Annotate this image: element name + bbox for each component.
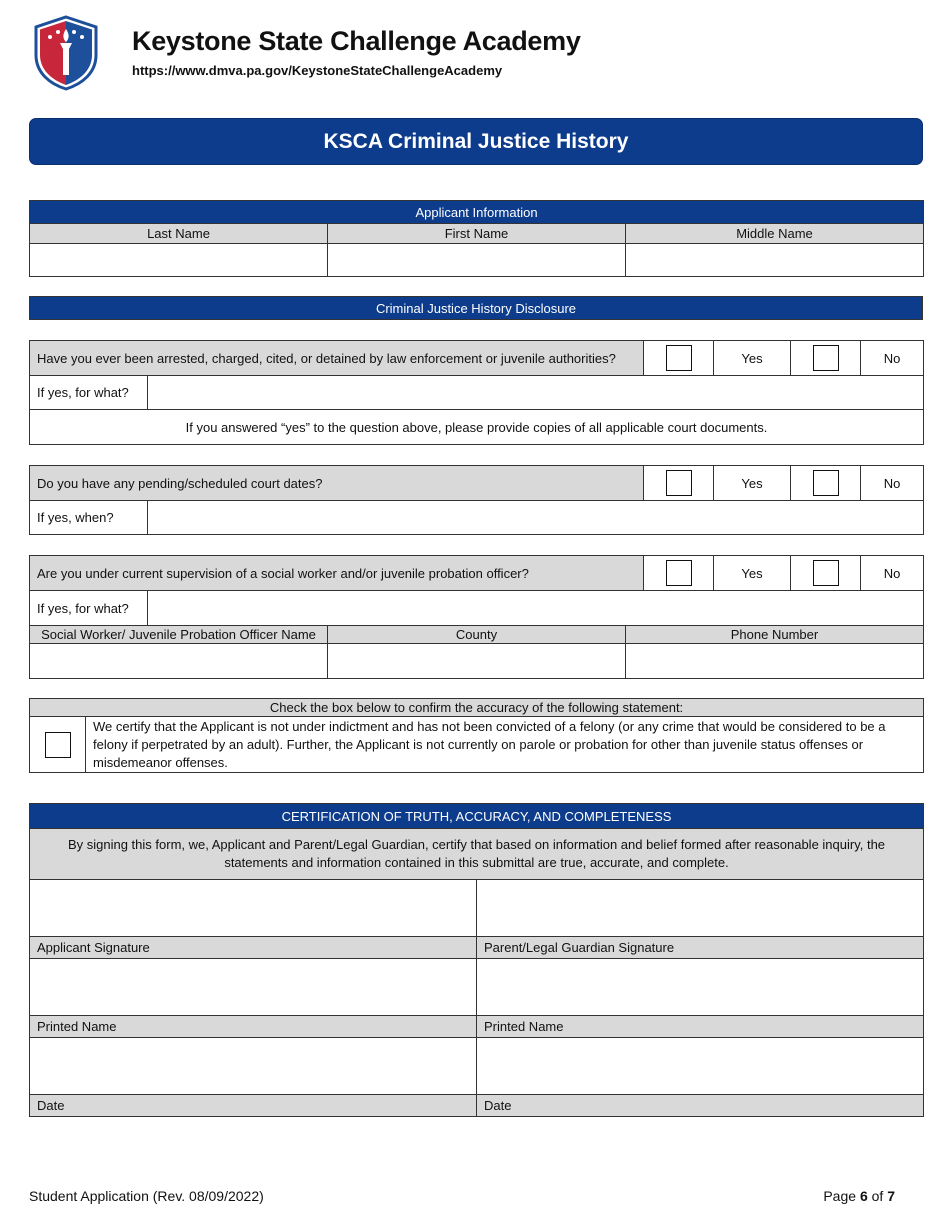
organization-name: Keystone State Challenge Academy: [132, 26, 581, 56]
guardian-date-label: Date: [477, 1095, 924, 1117]
shield-torch-logo-icon: [32, 15, 100, 91]
middle-name-field[interactable]: [626, 244, 924, 277]
question-3-followup-field[interactable]: [148, 591, 924, 626]
question-2-table: [29, 465, 924, 535]
page-number: [800, 1188, 895, 1204]
officer-name-field[interactable]: [30, 644, 328, 679]
checkbox-icon: [813, 560, 839, 586]
question-1-yes-checkbox[interactable]: [644, 341, 714, 376]
checkbox-icon: [666, 470, 692, 496]
question-3-no-checkbox[interactable]: [791, 556, 861, 591]
applicant-date-field[interactable]: [30, 1038, 477, 1095]
applicant-information-heading: Applicant Information: [30, 201, 924, 224]
checkbox-icon: [45, 732, 71, 758]
page-current: 6: [859, 1188, 868, 1204]
applicant-signature-field[interactable]: [30, 880, 477, 937]
question-2-followup-field[interactable]: [148, 501, 924, 535]
confirmation-table: [29, 698, 924, 773]
disclosure-heading-table: [29, 296, 923, 320]
confirmation-heading: Check the box below to confirm the accuracy of the following statement:: [30, 699, 924, 717]
guardian-printed-name-label: Printed Name: [477, 1016, 924, 1038]
phone-number-field[interactable]: [626, 644, 924, 679]
officer-name-label: Social Worker/ Juvenile Probation Officer Name: [30, 626, 328, 644]
confirmation-statement: We certify that the Applicant is not under indictment and has not been convicted of a felony (or any crime that would be considered to be a felony if perpetrated by an adult). Further, the Applicant is not currently on parole or probation for other than juvenile status offenses or misdemeanor offenses.: [86, 717, 924, 773]
first-name-label: First Name: [328, 224, 626, 244]
guardian-signature-field[interactable]: [477, 880, 924, 937]
organization-url[interactable]: https://www.dmva.pa.gov/KeystoneStateChallengeAcademy: [132, 63, 503, 78]
question-3-yes-checkbox[interactable]: [644, 556, 714, 591]
question-3-table: [29, 555, 924, 679]
confirmation-checkbox[interactable]: [30, 717, 86, 773]
question-2-followup-label: If yes, when?: [30, 501, 148, 535]
question-2-no-label: No: [861, 466, 924, 501]
question-1-no-checkbox[interactable]: [791, 341, 861, 376]
checkbox-icon: [813, 345, 839, 371]
question-3-no-label: No: [861, 556, 924, 591]
guardian-date-field[interactable]: [477, 1038, 924, 1095]
question-1-no-label: No: [861, 341, 924, 376]
county-label: County: [328, 626, 626, 644]
question-2-no-checkbox[interactable]: [791, 466, 861, 501]
guardian-printed-name-field[interactable]: [477, 959, 924, 1016]
page-prefix: Page: [823, 1188, 857, 1204]
checkbox-icon: [813, 470, 839, 496]
question-1-note: If you answered “yes” to the question above, please provide copies of all applicable court documents.: [30, 410, 924, 445]
checkbox-icon: [666, 560, 692, 586]
page-of: of: [871, 1188, 884, 1204]
page-total: 7: [887, 1188, 895, 1204]
question-1-followup-field[interactable]: [148, 376, 924, 410]
first-name-field[interactable]: [328, 244, 626, 277]
question-3-text: Are you under current supervision of a social worker and/or juvenile probation officer?: [30, 556, 644, 591]
certification-table: [29, 803, 924, 1117]
certification-text: By signing this form, we, Applicant and Parent/Legal Guardian, certify that based on information and belief formed after reasonable inquiry, the statements and information contained in this submittal are true, accurate, and complete.: [30, 829, 924, 880]
question-2-yes-checkbox[interactable]: [644, 466, 714, 501]
question-2-yes-label: Yes: [714, 466, 791, 501]
applicant-printed-name-label: Printed Name: [30, 1016, 477, 1038]
question-1-yes-label: Yes: [714, 341, 791, 376]
question-2-text: Do you have any pending/scheduled court dates?: [30, 466, 644, 501]
applicant-signature-label: Applicant Signature: [30, 937, 477, 959]
question-1-table: [29, 340, 924, 445]
county-field[interactable]: [328, 644, 626, 679]
phone-number-label: Phone Number: [626, 626, 924, 644]
applicant-date-label: Date: [30, 1095, 477, 1117]
question-3-followup-label: If yes, for what?: [30, 591, 148, 626]
applicant-information-table: [29, 200, 924, 277]
last-name-field[interactable]: [30, 244, 328, 277]
question-3-yes-label: Yes: [714, 556, 791, 591]
question-1-text: Have you ever been arrested, charged, cited, or detained by law enforcement or juvenile authorities?: [30, 341, 644, 376]
applicant-printed-name-field[interactable]: [30, 959, 477, 1016]
form-title: KSCA Criminal Justice History: [29, 118, 923, 165]
last-name-label: Last Name: [30, 224, 328, 244]
checkbox-icon: [666, 345, 692, 371]
certification-heading: CERTIFICATION OF TRUTH, ACCURACY, AND COMPLETENESS: [30, 804, 924, 829]
guardian-signature-label: Parent/Legal Guardian Signature: [477, 937, 924, 959]
question-1-followup-label: If yes, for what?: [30, 376, 148, 410]
middle-name-label: Middle Name: [626, 224, 924, 244]
footer-revision: Student Application (Rev. 08/09/2022): [29, 1188, 264, 1204]
disclosure-heading: Criminal Justice History Disclosure: [30, 297, 923, 320]
